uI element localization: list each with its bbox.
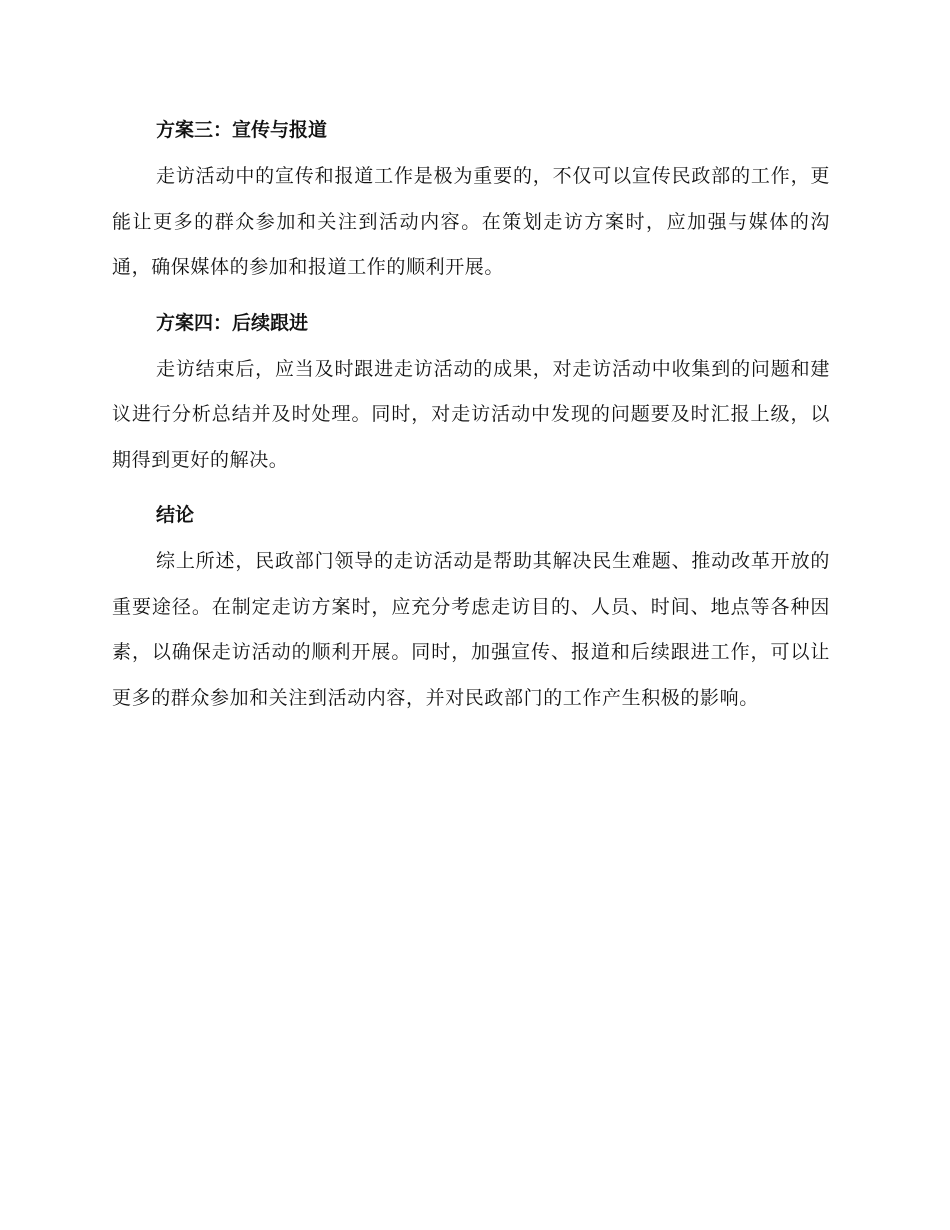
- section-paragraph-conclusion: 综上所述，民政部门领导的走访活动是帮助其解决民生难题、推动改革开放的重要途径。在制定走访方案时，应充分考虑走访目的、人员、时间、地点等各种因素，以确保走访活动的顺利开展。同时，加强宣传、报道和后续跟进工作，可以让更多的群众参加和关注到活动内容，并对民政部门的工作产生积极的影响。: [112, 550, 830, 709]
- section-paragraph-follow-up: 走访结束后，应当及时跟进走访活动的成果，对走访活动中收集到的问题和建议进行分析总结并及时处理。同时，对走访活动中发现的问题要及时汇报上级，以期得到更好的解决。: [112, 357, 830, 471]
- section-heading-follow-up: 方案四：后续跟进: [156, 311, 309, 334]
- section-paragraph-publicity: 走访活动中的宣传和报道工作是极为重要的，不仅可以宣传民政部的工作，更能让更多的群众参加和关注到活动内容。在策划走访方案时，应加强与媒体的沟通，确保媒体的参加和报道工作的顺利开展。: [112, 165, 830, 278]
- document-body: [112, 110, 830, 733]
- section-heading-publicity: 方案三：宣传与报道: [156, 119, 328, 141]
- section-heading-conclusion: 结论: [156, 504, 195, 526]
